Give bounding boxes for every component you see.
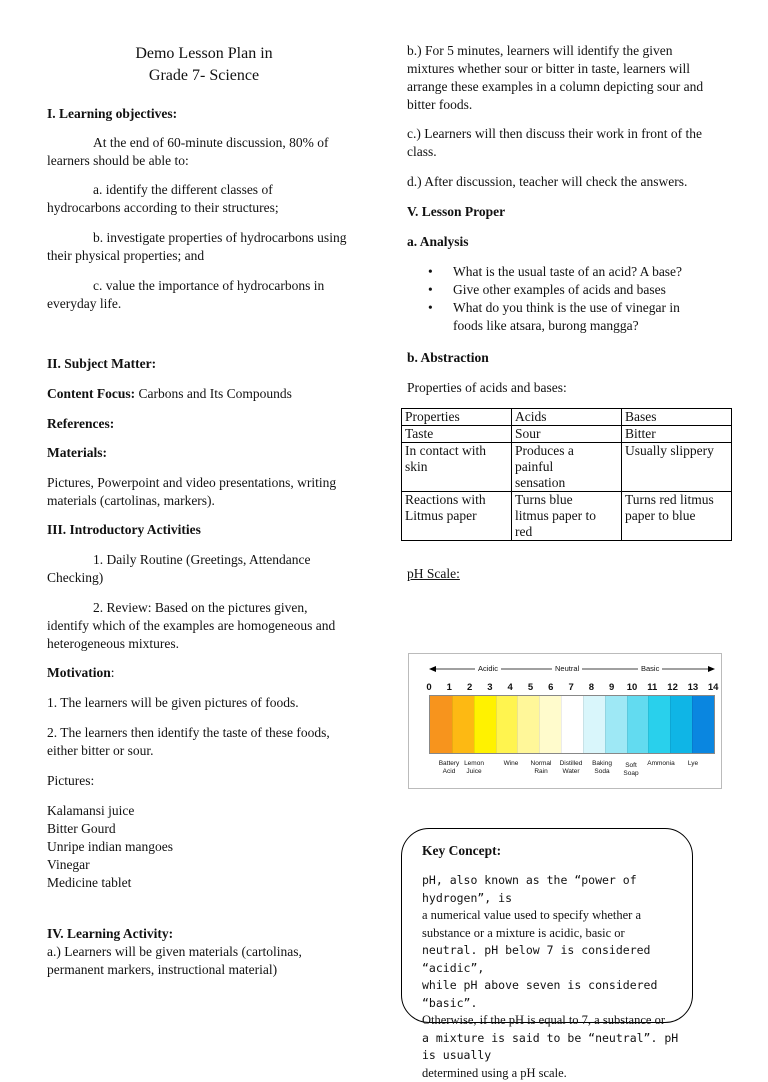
ph-number: 5 [521, 682, 541, 693]
content-focus-label: Content Focus: [47, 386, 135, 401]
ph-number: 14 [703, 682, 723, 693]
motivation-heading [47, 664, 115, 682]
ph-example-lye [678, 760, 708, 768]
ph-acidic-label: Acidic [475, 664, 501, 673]
ph-color-segment [561, 696, 583, 753]
ph-example-ammonia [646, 760, 676, 768]
pictures-label: Pictures: [47, 772, 94, 790]
activity-b-line-4: bitter foods. [407, 96, 737, 114]
label-line: Juice [459, 768, 489, 776]
activity-b-line-1: b.) For 5 minutes, learners will identify the given [407, 42, 737, 60]
table-cell: Bitter [622, 426, 732, 443]
activity-b-line-2: mixtures whether sour or bitter in taste, learners will [407, 60, 737, 78]
objective-c-line-2: everyday life. [47, 295, 367, 313]
ph-color-bar [429, 695, 715, 754]
objective-a-line-1: a. identify the different classes of [47, 181, 367, 199]
ph-color-segment [430, 696, 452, 753]
label-line: Normal [526, 760, 556, 768]
motivation-colon: : [111, 665, 115, 680]
table-cell: Bases [622, 409, 732, 426]
analysis-heading: a. Analysis [407, 233, 469, 251]
label-line: Lemon [459, 760, 489, 768]
cell-line: litmus paper to [515, 508, 618, 524]
ph-basic-label: Basic [638, 664, 662, 673]
ph-scale-label: pH Scale: [407, 565, 460, 583]
content-focus [47, 385, 292, 403]
doc-title [46, 43, 362, 87]
intro-item-2-line-1: 2. Review: Based on the pictures given, [47, 599, 367, 617]
objective-b-line-1: b. investigate properties of hydrocarbons using [47, 229, 367, 247]
title-line-2: Grade 7- Science [46, 65, 362, 87]
table-cell: Properties [402, 409, 512, 426]
ph-color-segment [605, 696, 627, 753]
key-concept-box [401, 828, 693, 1023]
activity-c-line-1: c.) Learners will then discuss their work in front of the [407, 125, 737, 143]
pictures-list [47, 802, 173, 892]
objective-a-line-2: hydrocarbons according to their structures; [47, 199, 367, 217]
label-line: Distilled [556, 760, 586, 768]
bullet-text-2: Give other examples of acids and bases [453, 282, 666, 297]
ph-number: 7 [561, 682, 581, 693]
label-line: Wine [496, 760, 526, 768]
cell-line: Litmus paper [405, 508, 508, 524]
intro-item-1-line-2: Checking) [47, 569, 367, 587]
ph-number: 13 [683, 682, 703, 693]
label-line: Battery [434, 760, 464, 768]
table-cell: Sour [512, 426, 622, 443]
bullet-text-3b: foods like atsara, burong mangga? [453, 318, 639, 333]
learning-objectives-heading: I. Learning objectives: [47, 105, 177, 123]
cell-line: paper to blue [625, 508, 728, 524]
list-item: Kalamansi juice [47, 802, 173, 820]
ph-color-segment [627, 696, 649, 753]
properties-intro: Properties of acids and bases: [407, 379, 567, 397]
ph-color-segment [670, 696, 692, 753]
list-item: Bitter Gourd [47, 820, 173, 838]
activity-c [407, 125, 737, 161]
properties-table [401, 408, 732, 541]
intro-item-2-line-3: heterogeneous mixtures. [47, 635, 367, 653]
table-cell [622, 492, 732, 541]
label-line: Lye [678, 760, 708, 768]
ph-number: 2 [460, 682, 480, 693]
ph-example-distilled-water [556, 760, 586, 776]
ph-example-baking-soda [587, 760, 617, 776]
cell-line: Turns red litmus [625, 492, 728, 508]
ph-number: 9 [602, 682, 622, 693]
cell-line: red [515, 524, 618, 540]
key-line-3: substance or a mixture is acidic, basic or [422, 925, 684, 943]
list-item: • What is the usual taste of an acid? A base? [453, 263, 743, 281]
motivation-item-2 [47, 724, 367, 760]
ph-number: 8 [581, 682, 601, 693]
label-line: Ammonia [646, 760, 676, 768]
ph-number: 0 [419, 682, 439, 693]
ph-color-segment [474, 696, 496, 753]
ph-number: 11 [642, 682, 662, 693]
table-cell: Usually slippery [622, 443, 732, 492]
ph-number: 1 [439, 682, 459, 693]
table-row [402, 443, 732, 492]
cell-line: In contact with [405, 443, 508, 459]
cell-line: skin [405, 459, 508, 475]
ph-color-segment [496, 696, 518, 753]
motivation-label: Motivation [47, 665, 111, 680]
activity-b [407, 42, 737, 114]
ph-example-normal-rain [526, 760, 556, 776]
key-concept-heading: Key Concept: [422, 842, 501, 860]
label-line: Soda [587, 768, 617, 776]
key-concept-text [422, 872, 684, 1082]
learning-activity-heading: IV. Learning Activity: [47, 925, 173, 943]
materials-line-2: materials (cartolinas, markers). [47, 492, 377, 510]
table-cell [402, 492, 512, 541]
intro-item-1-line-1: 1. Daily Routine (Greetings, Attendance [47, 551, 367, 569]
objective-c-line-1: c. value the importance of hydrocarbons in [47, 277, 367, 295]
materials-label: Materials: [47, 444, 107, 462]
ph-number: 3 [480, 682, 500, 693]
cell-line: Produces a [515, 443, 618, 459]
label-line: Soft [616, 762, 646, 770]
list-item: • What do you think is the use of vinegar in foods like atsara, burong mangga? [453, 299, 743, 335]
activity-d: d.) After discussion, teacher will check the answers. [407, 173, 687, 191]
ph-example-lemon-juice [459, 760, 489, 776]
title-line-1: Demo Lesson Plan in [46, 43, 362, 65]
objective-b-line-2: their physical properties; and [47, 247, 367, 265]
table-cell [402, 443, 512, 492]
objective-c [47, 277, 367, 313]
list-item: Medicine tablet [47, 874, 173, 892]
objective-b [47, 229, 367, 265]
ph-color-segment [648, 696, 670, 753]
content-focus-value: Carbons and Its Compounds [135, 386, 292, 401]
bullet-text-1: What is the usual taste of an acid? A base? [453, 264, 682, 279]
cell-line: Turns blue [515, 492, 618, 508]
ph-number: 12 [663, 682, 683, 693]
ph-neutral-label: Neutral [552, 664, 582, 673]
activity-a-line-1: a.) Learners will be given materials (cartolinas, [47, 943, 377, 961]
cell-line: Reactions with [405, 492, 508, 508]
key-line-7: a mixture is said to be “neutral”. pH is usually [422, 1030, 684, 1065]
table-row [402, 409, 732, 426]
objectives-intro-line-1: At the end of 60-minute discussion, 80% of [47, 134, 367, 152]
list-item: • Give other examples of acids and bases [453, 281, 743, 299]
list-item: Vinegar [47, 856, 173, 874]
label-line: Baking [587, 760, 617, 768]
table-row [402, 426, 732, 443]
materials-line-1: Pictures, Powerpoint and video presentations, writing [47, 474, 377, 492]
label-line: Soap [616, 770, 646, 778]
ph-scale-figure [408, 653, 722, 789]
ph-color-segment [583, 696, 605, 753]
activity-a [47, 943, 377, 979]
table-cell: Taste [402, 426, 512, 443]
motivation-item-2-line-2: either bitter or sour. [47, 742, 367, 760]
ph-color-segment [452, 696, 474, 753]
list-item: Unripe indian mangoes [47, 838, 173, 856]
ph-color-segment [539, 696, 561, 753]
table-cell [512, 492, 622, 541]
abstraction-heading: b. Abstraction [407, 349, 489, 367]
label-line: Rain [526, 768, 556, 776]
ph-color-segment [692, 696, 714, 753]
intro-item-2-line-2: identify which of the examples are homogeneous and [47, 617, 367, 635]
key-line-1: pH, also known as the “power of hydrogen”, is [422, 872, 684, 907]
motivation-item-1: 1. The learners will be given pictures of foods. [47, 694, 299, 712]
ph-example-wine [496, 760, 526, 768]
objectives-intro-line-2: learners should be able to: [47, 152, 367, 170]
introductory-activities-heading: III. Introductory Activities [47, 521, 201, 539]
cell-line: sensation [515, 475, 618, 491]
cell-line: painful [515, 459, 618, 475]
intro-item-2 [47, 599, 367, 653]
ph-number: 10 [622, 682, 642, 693]
key-line-2: a numerical value used to specify whether a [422, 907, 684, 925]
subject-matter-heading: II. Subject Matter: [47, 355, 156, 373]
ph-color-segment [517, 696, 539, 753]
activity-a-line-2: permanent markers, instructional material) [47, 961, 377, 979]
bullet-text-3a: What do you think is the use of vinegar in [453, 300, 680, 315]
ph-number: 4 [500, 682, 520, 693]
intro-item-1 [47, 551, 367, 587]
table-cell [512, 443, 622, 492]
analysis-questions [453, 263, 743, 335]
key-line-8: determined using a pH scale. [422, 1065, 684, 1082]
key-line-6: Otherwise, if the pH is equal to 7, a substance or [422, 1012, 684, 1030]
label-line: Water [556, 768, 586, 776]
key-line-5: while pH above seven is considered “basic”. [422, 977, 684, 1012]
table-cell: Acids [512, 409, 622, 426]
activity-b-line-3: arrange these examples in a column depicting sour and [407, 78, 737, 96]
ph-number: 6 [541, 682, 561, 693]
activity-c-line-2: class. [407, 143, 737, 161]
objective-a [47, 181, 367, 217]
motivation-item-2-line-1: 2. The learners then identify the taste of these foods, [47, 724, 367, 742]
label-line: Acid [434, 768, 464, 776]
key-line-4: neutral. pH below 7 is considered “acidic”, [422, 942, 684, 977]
lesson-proper-heading: V. Lesson Proper [407, 203, 505, 221]
materials-text [47, 474, 377, 510]
references-label: References: [47, 415, 114, 433]
ph-example-soft-soap [616, 762, 646, 778]
table-row [402, 492, 732, 541]
objectives-intro [47, 134, 367, 170]
